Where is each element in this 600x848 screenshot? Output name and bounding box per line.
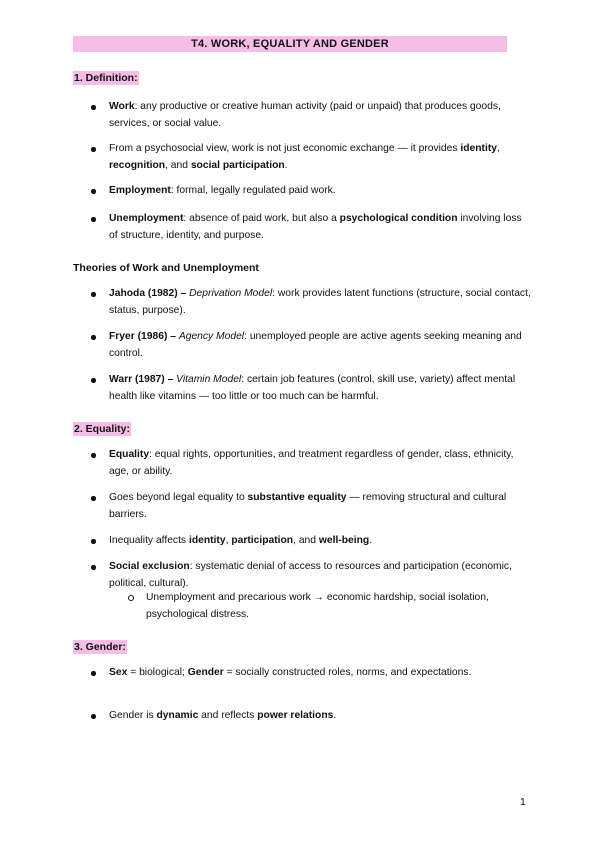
list-item: Unemployment: absence of paid work, but also a psychological condition involving loss of structure, identity, and purpose.	[109, 213, 522, 241]
list-item: Warr (1987) – Vitamin Model: certain job features (control, skill use, variety) affect mental health like vitamins — too little or too much can be harmful.	[109, 374, 516, 402]
list-item: Jahoda (1982) – Deprivation Model: work provides latent functions (structure, social contact, status, purpose).	[109, 288, 531, 316]
page-number: 1	[520, 796, 526, 808]
sub-list-item: Unemployment and precarious work → economic hardship, social isolation, psychological distress.	[128, 590, 518, 623]
section-heading-definition: 1. Definition:	[74, 72, 138, 84]
list-item: Goes beyond legal equality to substantive equality — removing structural and cultural barriers.	[109, 492, 507, 520]
circle-bullet-icon	[128, 595, 134, 601]
list-item: Social exclusion: systematic denial of access to resources and participation (economic, political, cultural).	[109, 561, 512, 589]
theories-heading: Theories of Work and Unemployment	[73, 262, 259, 274]
page-title: T4. WORK, EQUALITY AND GENDER	[73, 36, 507, 52]
list-item: From a psychosocial view, work is not just economic exchange — it provides identity, recognition, and social participation.	[109, 143, 500, 171]
list-item: Sex = biological; Gender = socially constructed roles, norms, and expectations.	[109, 667, 472, 678]
list-item: Gender is dynamic and reflects power relations.	[109, 710, 337, 721]
section-heading-equality: 2. Equality:	[74, 423, 131, 435]
section-heading-gender: 3. Gender:	[74, 641, 126, 653]
list-item: Work: any productive or creative human activity (paid or unpaid) that produces goods, services, or social value.	[109, 101, 501, 129]
list-item: Inequality affects identity, participation, and well-being.	[109, 535, 373, 546]
list-item: Fryer (1986) – Agency Model: unemployed people are active agents seeking meaning and control.	[109, 331, 522, 359]
list-item: Employment: formal, legally regulated paid work.	[109, 185, 336, 196]
list-item: Equality: equal rights, opportunities, and treatment regardless of gender, class, ethnicity, age, or ability.	[109, 449, 514, 477]
